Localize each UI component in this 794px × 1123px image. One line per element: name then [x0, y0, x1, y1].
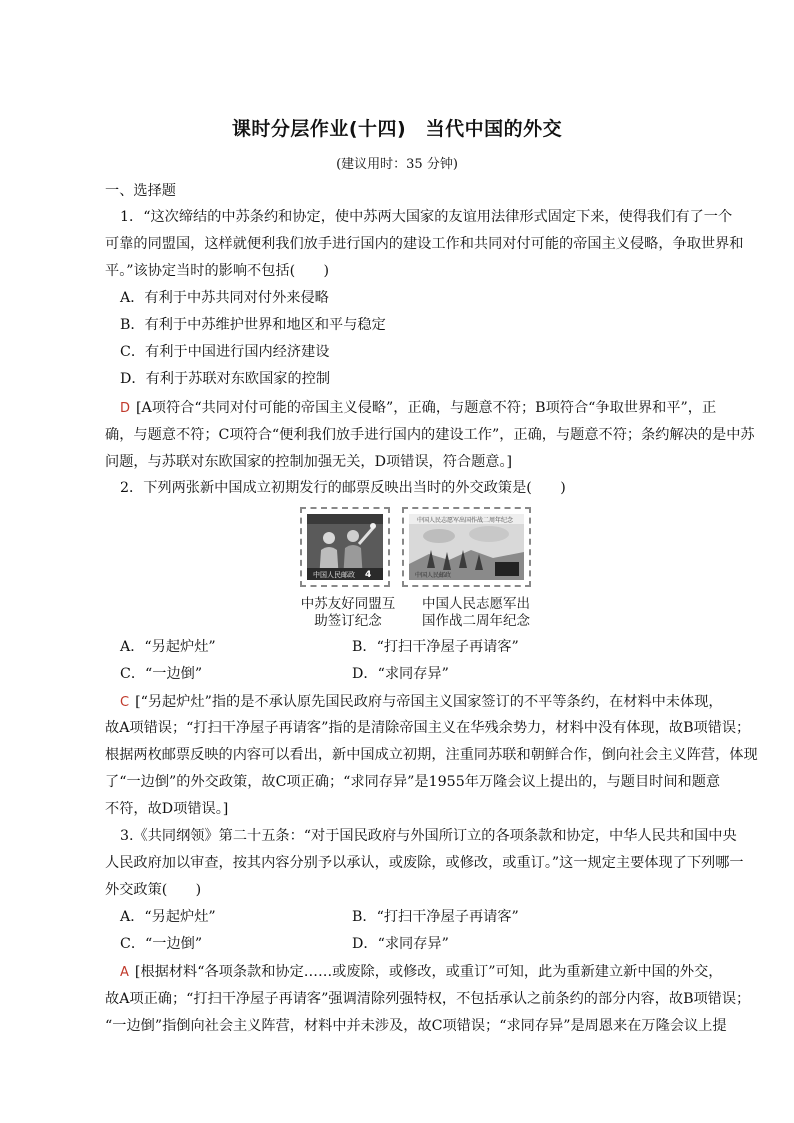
q1-explanation-line-3: 问题，与苏联对东欧国家的控制加强无关，D项错误，符合题意。] — [105, 454, 513, 470]
q2-explanation-text: [“另起炉灶”指的是不承认原先国民政府与帝国主义国家签订的不平等条约，在材料中未体现， — [135, 694, 723, 710]
q1-option-d: D．有利于苏联对东欧国家的控制 — [120, 371, 331, 387]
q1-explanation-text: [A项符合“共同对付可能的帝国主义侵略”，正确，与题意不符；B项符合“争取世界和平”，正 — [136, 400, 717, 416]
q3-stem-line-2: 人民政府加以审查，按其内容分别予以承认，或废除，或修改，或重订。”这一规定主要体现了下列哪一 — [105, 855, 744, 871]
q2-option-a: A．“另起炉灶” — [120, 639, 216, 655]
q1-option-c: C．有利于中国进行国内经济建设 — [120, 344, 330, 360]
q2-explanation-line-1 — [120, 692, 723, 713]
svg-text:中国人民志愿军出国作战二周年纪念: 中国人民志愿军出国作战二周年纪念 — [417, 517, 514, 524]
q2-explanation-line-2: 故A项错误；“打扫干净屋子再请客”指的是清除帝国主义在华残余势力，材料中没有体现，故B项错误； — [105, 720, 751, 736]
q1-stem-line-2: 可靠的同盟国，这样就便利我们放手进行国内的建设工作和共同对付可能的帝国主义侵略，争取世界和 — [105, 236, 744, 252]
q2-answer: C — [120, 695, 130, 710]
stamp-1-country-text: 中国人民邮政 — [313, 571, 355, 579]
q1-option-b: B．有利于中苏维护世界和地区和平与稳定 — [120, 317, 386, 333]
section-heading: 一、选择题 — [105, 183, 176, 199]
q3-explanation-line-1 — [120, 962, 722, 983]
q3-explanation-line-2: 故A项正确；“打扫干净屋子再请客”强调清除列强特权，不包括承认之前条约的部分内容，故B项错误； — [105, 991, 751, 1007]
q3-option-d: D．“求同存异” — [352, 936, 449, 952]
page-subtitle: (建议用时：35 分钟) — [336, 157, 458, 172]
stamp-2-country-text: 中国人民邮政 — [415, 572, 452, 579]
q2-explanation-line-4: 了“一边倒”的外交政策，故C项正确；“求同存异”是1955年万隆会议上提出的，与题目时间和题意 — [105, 774, 721, 790]
q3-answer: A — [120, 965, 129, 980]
q3-stem-line-3: 外交政策( ) — [105, 882, 202, 898]
stamp-2-caption: 中国人民志愿军出 国作战二周年纪念 — [422, 596, 530, 629]
stamp-2-image — [409, 514, 524, 580]
q2-option-d: D．“求同存异” — [352, 666, 449, 682]
q1-stem-line-3: 平。”该协定当时的影响不包括( ) — [105, 263, 330, 279]
q3-explanation-text: [根据材料“各项条款和协定……或废除，或修改，或重订”可知，此为重新建立新中国的外交， — [134, 964, 723, 980]
stamp-1-image — [307, 514, 383, 580]
stamp-sino-soviet-treaty — [300, 507, 390, 587]
page-title: 课时分层作业(十四) 当代中国的外交 — [231, 118, 563, 140]
q1-option-a: A．有利于中苏共同对付外来侵略 — [120, 290, 329, 306]
q3-option-b: B．“打扫干净屋子再请客” — [352, 909, 519, 925]
q1-answer: D — [120, 401, 131, 416]
q3-option-a: A．“另起炉灶” — [120, 909, 216, 925]
q3-stem-line-1: 3.《共同纲领》第二十五条：“对于国民政府与外国所订立的各项条款和协定，中华人民共和国中央 — [120, 828, 737, 844]
q3-option-c: C．“一边倒” — [120, 936, 203, 952]
stamp-volunteer-army — [402, 507, 531, 587]
q2-option-b: B．“打扫干净屋子再请客” — [352, 639, 519, 655]
q2-explanation-line-5: 不符，故D项错误。] — [105, 801, 229, 817]
q1-explanation-line-1 — [120, 398, 716, 419]
stamp-1-caption: 中苏友好同盟互 助签订纪念 — [300, 596, 396, 629]
q2-explanation-line-3: 根据两枚邮票反映的内容可以看出，新中国成立初期，注重同苏联和朝鲜合作，倒向社会主义阵营，体现 — [105, 747, 758, 763]
q3-explanation-line-3: “一边倒”指倒向社会主义阵营，材料中并未涉及，故C项错误；“求同存异”是周恩来在万隆会议上提 — [105, 1018, 727, 1034]
q1-stem-line-1: 1．“这次缔结的中苏条约和协定，使中苏两大国家的友谊用法律形式固定下来，使得我们有了一个 — [120, 209, 733, 225]
q1-explanation-line-2: 确，与题意不符；C项符合“便利我们放手进行国内的建设工作”，正确，与题意不符；条约解决的是中苏 — [105, 427, 755, 443]
q2-option-c: C．“一边倒” — [120, 666, 203, 682]
svg-text:4: 4 — [365, 570, 372, 580]
q2-stem: 2．下列两张新中国成立初期发行的邮票反映出当时的外交政策是( ) — [120, 480, 566, 496]
